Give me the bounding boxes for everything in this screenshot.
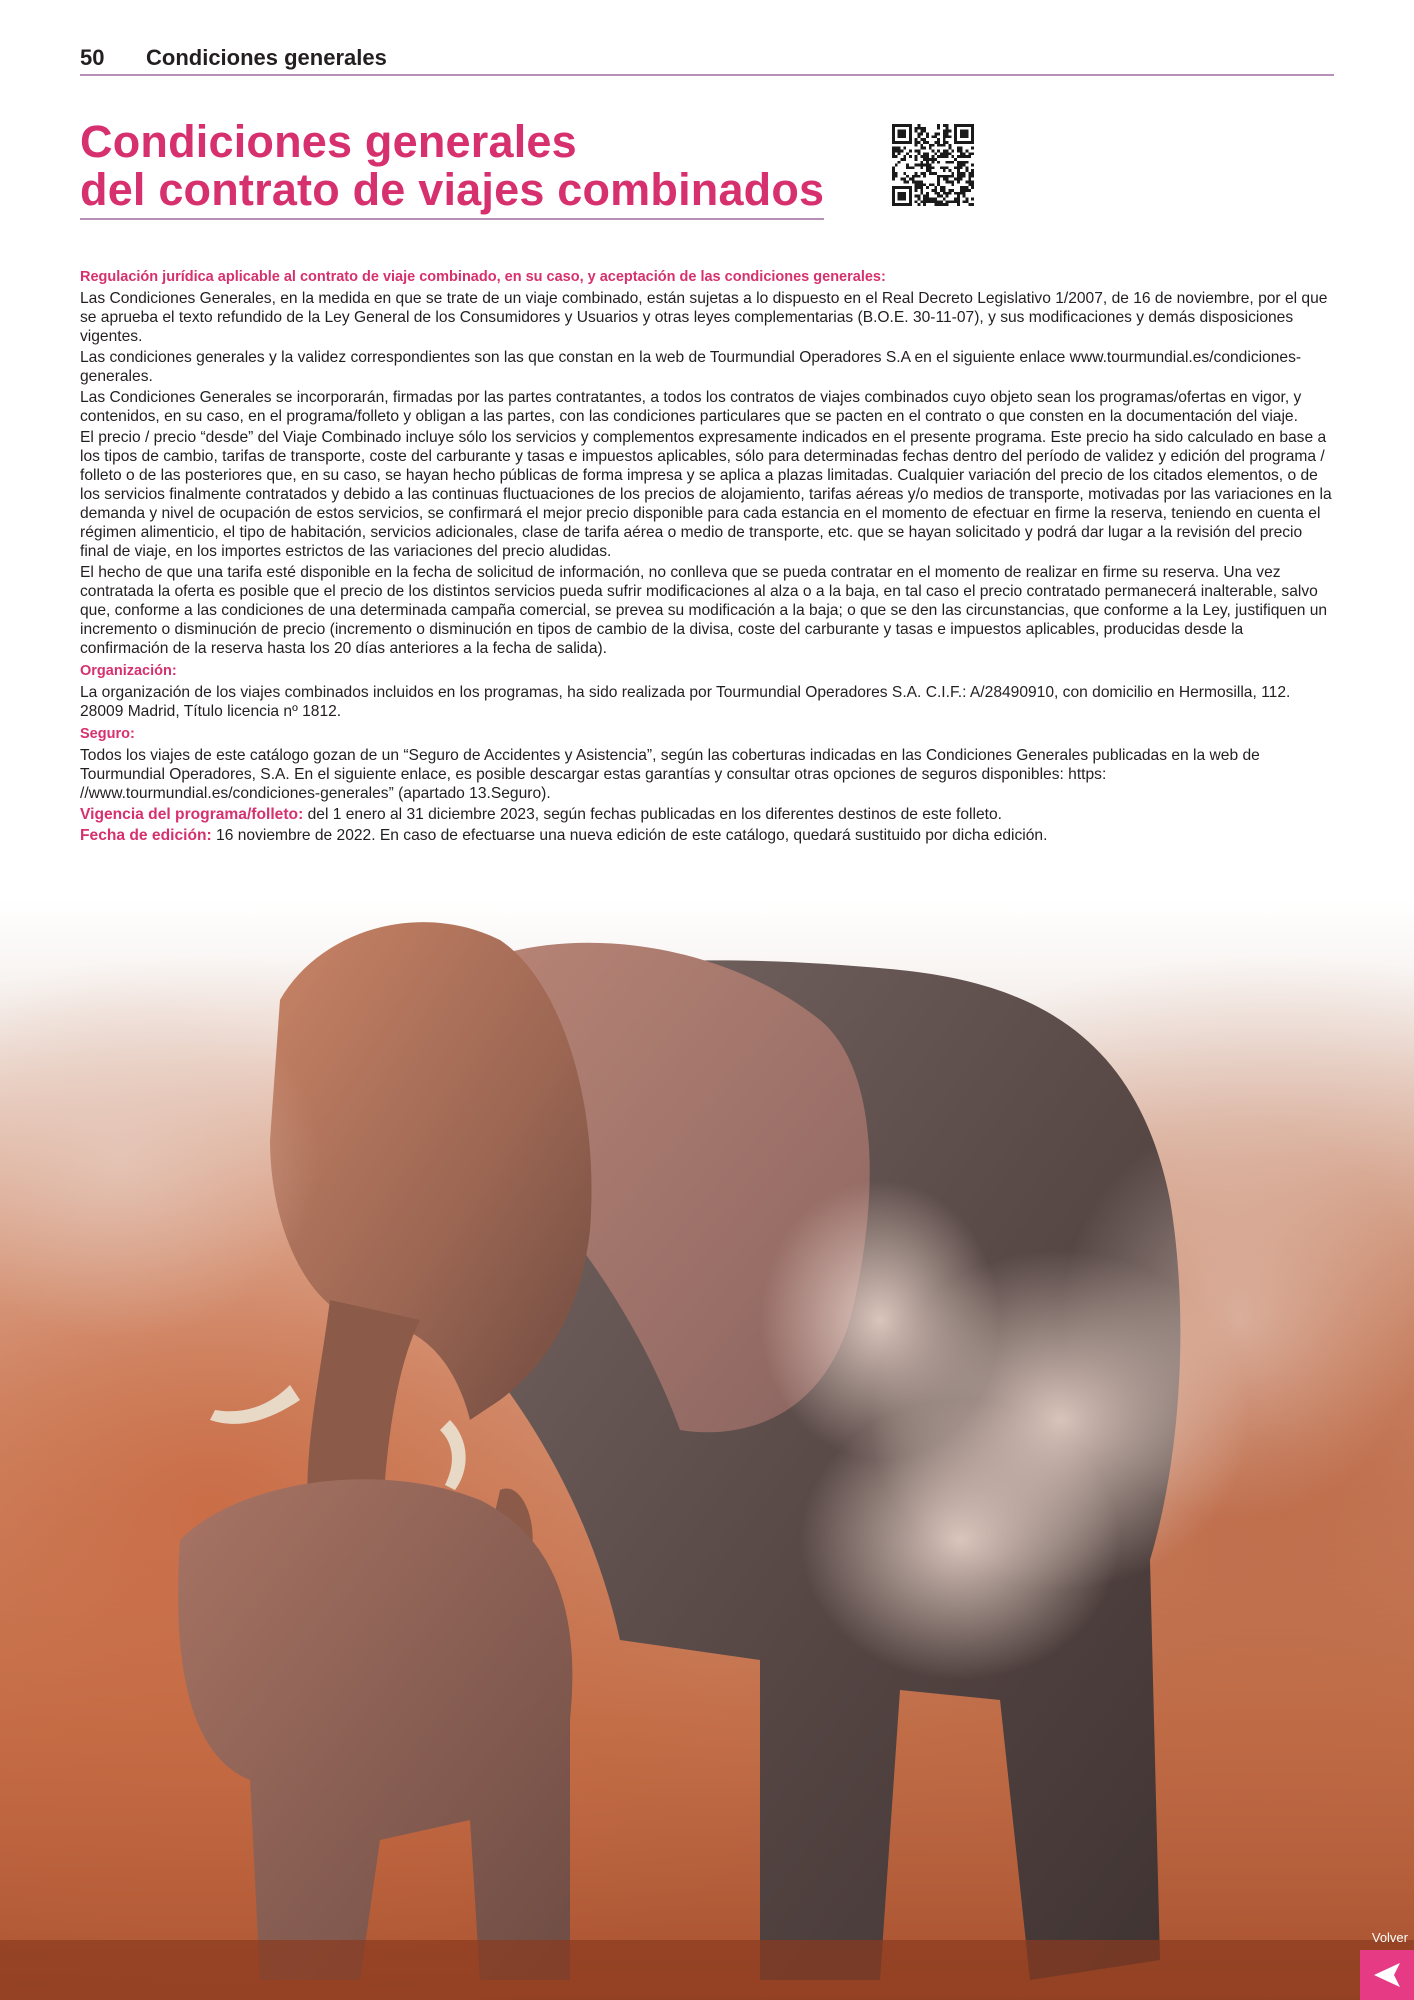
organizacion-paragraph: La organización de los viajes combinados incluidos en los programas, ha sido realizada por Tourmundial Operadores S.A. C.I.F.: A/28490910, con domicilio en Hermosilla, 112. 28009 Madrid, Título licencia nº 1812. [80, 684, 1291, 720]
qr-code-icon[interactable] [892, 124, 974, 206]
page-number: 50 [80, 45, 105, 70]
back-button-box[interactable] [1360, 1950, 1414, 2000]
conditions-content [80, 268, 1334, 847]
page-title-line1: Condiciones generales [80, 116, 577, 167]
regulacion-paragraph: Las condiciones generales y la validez correspondientes son las que constan en la web de Tourmundial Operadores S.A en el siguiente enlace www.tourmundial.es/condiciones-generales. [80, 349, 1302, 385]
elephant-photo [0, 900, 1414, 2000]
fecha-edicion-line [80, 826, 1334, 845]
section-heading-organizacion: Organización: [80, 663, 177, 679]
fecha-edicion-label: Fecha de edición: [80, 827, 212, 844]
regulacion-paragraph: El precio / precio “desde” del Viaje Combinado incluye sólo los servicios y complementos expresamente indicados en el presente programa. Este precio ha sido calculado en base a los tipos de cambio, tarifas de transporte, coste del carburante y tasas e impuestos aplicables, sólo para determinadas fechas dentro del período de validez y edición del programa / folleto o de las posteriores que, en su caso, se hayan hecho públicas de forma impresa y se aplica a plazas limitadas. Cualquier variación del precio de los citados elementos, o de los servicios finalmente contratados y debido a las continuas fluctuaciones de los precios de alojamiento, tarifas aéreas y/o medios de transporte, motivadas por las variaciones en la demanda y nivel de ocupación de estos servicios, se confirmará el mejor precio disponible para cada estancia en el momento de efectuar en firme la reserva, teniendo en cuenta el régimen alimenticio, el tipo de habitación, servicios adicionales, clase de tarifa aérea o medio de transporte, etc. que se hayan solicitado y podrá dar lugar a la revisión del precio final de viaje, en los importes estrictos de las variaciones del precio aludidas. [80, 429, 1332, 560]
header-section-title: Condiciones generales [146, 45, 387, 70]
back-button-label: Volver [1371, 1930, 1408, 1945]
title-underline [80, 218, 824, 220]
page-header [80, 44, 1334, 76]
seguro-paragraph: Todos los viajes de este catálogo gozan de un “Seguro de Accidentes y Asistencia”, según las coberturas indicadas en las Condiciones Generales publicadas en la web de Tourmundial Operadores, S.A. En el siguiente enlace, es posible descargar estas garantías y consultar otras opciones de seguros disponibles: https: //www.tourmundial.es/condiciones-generales” (apartado 13.Seguro). [80, 747, 1260, 802]
fecha-edicion-text: 16 noviembre de 2022. En caso de efectuarse una nueva edición de este catálogo, quedará sustituido por dicha edición. [211, 827, 1048, 844]
section-heading-regulacion: Regulación jurídica aplicable al contrato de viaje combinado, en su caso, y aceptación de las condiciones generales: [80, 269, 886, 285]
vigencia-text: del 1 enero al 31 diciembre 2023, según fechas publicadas en los diferentes destinos de este folleto. [303, 806, 1002, 823]
back-button[interactable] [1358, 1930, 1414, 2000]
regulacion-paragraph: Las Condiciones Generales, en la medida en que se trate de un viaje combinado, están sujetas a lo dispuesto en el Real Decreto Legislativo 1/2007, de 16 de noviembre, por el que se aprueba el texto refundido de la Ley General de los Consumidores y Usuarios y otras leyes complementarias (B.O.E. 30-11-07), y sus modificaciones y demás disposiciones vigentes. [80, 290, 1328, 345]
page-title [80, 118, 824, 214]
regulacion-paragraph: Las Condiciones Generales se incorporarán, firmadas por las partes contratantes, a todos los contratos de viajes combinados cuyo objeto sean los programas/ofertas en vigor, y contenidos, en su caso, en el programa/folleto y obligan a las partes, con las condiciones particulares que se pacten en el contrato o que consten en la documentación del viaje. [80, 389, 1302, 425]
section-heading-seguro: Seguro: [80, 726, 135, 742]
page-title-line2: del contrato de viajes combinados [80, 164, 825, 215]
regulacion-paragraph: El hecho de que una tarifa esté disponible en la fecha de solicitud de información, no conlleva que se pueda contratar en el momento de realizar en firme su reserva. Una vez contratada la oferta es posible que el precio de los distintos servicios pueda sufrir modificaciones al alza o a la baja, en tal caso el precio contratado permanecerá inalterable, salvo que, conforme a las condiciones de una determinada campaña comercial, se prevea su modificación a la baja; o que se den las circunstancias, que conforme a la Ley, justifiquen un incremento o disminución de precio (incremento o disminución en tipos de cambio de la divisa, coste del carburante y tasas e impuestos aplicables, producidas desde la confirmación de la reserva hasta los 20 días anteriores a la fecha de salida). [80, 564, 1328, 657]
triangle-left-icon [1372, 1962, 1402, 1988]
vigencia-label: Vigencia del programa/folleto: [80, 806, 304, 823]
vigencia-line [80, 805, 1334, 824]
